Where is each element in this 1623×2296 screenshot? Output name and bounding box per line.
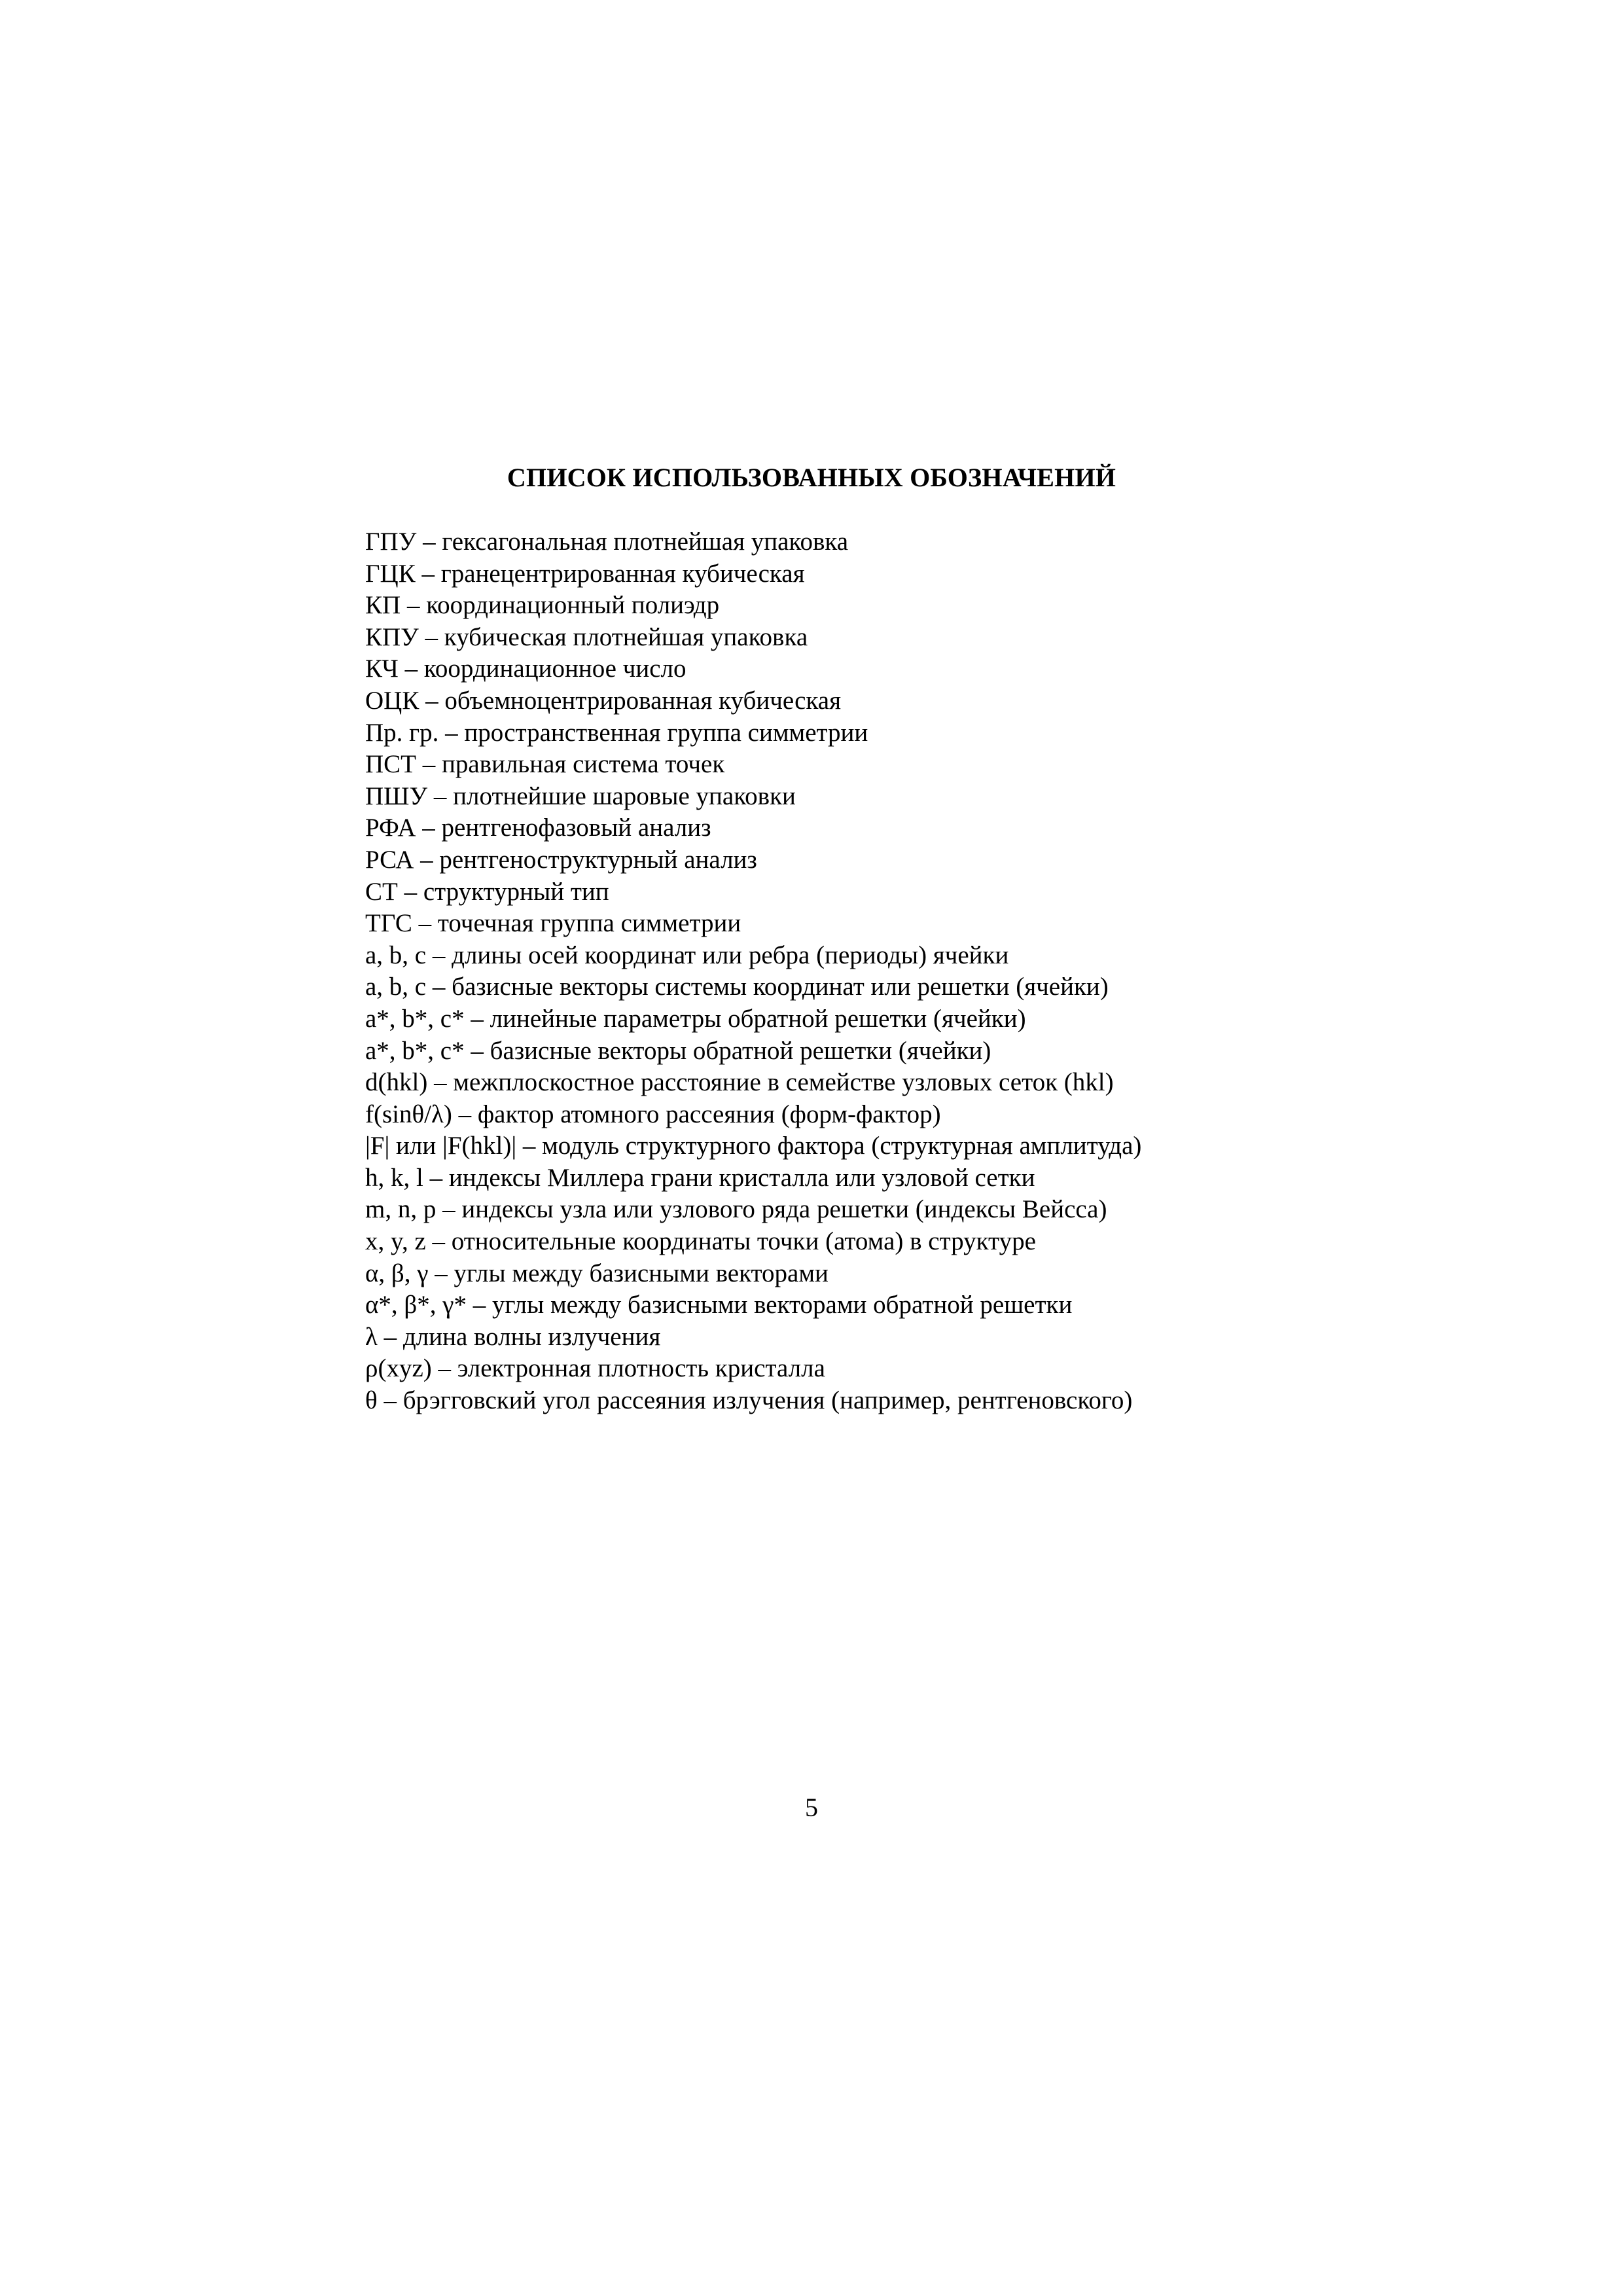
list-item <box>365 1321 1141 1354</box>
entry-term: Пр. гр. <box>365 718 439 747</box>
entry-separator: – <box>464 1036 490 1065</box>
entry-separator: – <box>427 781 454 810</box>
list-item <box>365 908 1141 940</box>
list-item <box>365 622 1141 654</box>
entry-definition: объемноцентрированная кубическая <box>444 686 842 715</box>
entry-separator: – <box>414 845 440 874</box>
entry-definition: относительные координаты точки (атома) в структуре <box>451 1227 1036 1256</box>
entry-term: α*, β*, γ* <box>365 1291 467 1319</box>
entry-term: ПСТ <box>365 750 416 779</box>
entry-separator: – <box>428 1259 454 1287</box>
entry-definition: длины осей координат или ребра (периоды) ячейки <box>452 941 1009 969</box>
entry-separator: – <box>423 1163 449 1192</box>
entry-definition: структурный тип <box>423 877 609 906</box>
entry-term: f(sinθ/λ) <box>365 1100 452 1128</box>
entry-definition: базисные векторы системы координат или решетки (ячейки) <box>452 973 1109 1001</box>
entry-definition: пространственная группа симметрии <box>464 718 868 747</box>
entry-definition: координационный полиэдр <box>426 591 720 620</box>
entry-definition: индексы узла или узлового ряда решетки (индексы Вейсса) <box>461 1195 1107 1224</box>
entry-separator: – <box>464 1004 490 1033</box>
entry-definition: брэгговский угол рассеяния излучения (например, рентгеновского) <box>402 1386 1133 1415</box>
entry-term: λ <box>365 1322 378 1351</box>
entry-definition: электронная плотность кристалла <box>457 1354 825 1383</box>
entry-definition: рентгеноструктурный анализ <box>439 845 757 874</box>
entry-term: КП <box>365 591 401 620</box>
entry-separator: – <box>467 1291 493 1319</box>
entry-separator: – <box>401 591 427 620</box>
entry-separator: – <box>425 1227 452 1256</box>
entry-separator: – <box>398 655 424 683</box>
entry-separator: – <box>377 1386 403 1415</box>
entry-term: x, y, z <box>365 1227 426 1256</box>
page-number: 5 <box>805 1793 818 1822</box>
entry-separator: – <box>426 973 452 1001</box>
entry-separator: – <box>416 528 442 556</box>
entry-separator: – <box>416 814 442 842</box>
entry-separator: – <box>516 1132 543 1160</box>
entry-term: ГЦК <box>365 559 416 588</box>
entry-term: КЧ <box>365 655 399 683</box>
entry-separator: – <box>412 909 438 938</box>
page-title: СПИСОК ИСПОЛЬЗОВАННЫХ ОБОЗНАЧЕНИЙ <box>507 463 1116 492</box>
entry-definition: координационное число <box>423 655 687 683</box>
entry-term: РСА <box>365 845 414 874</box>
list-item <box>365 558 1141 590</box>
list-item <box>365 781 1141 813</box>
entry-term: d(hkl) <box>365 1068 428 1097</box>
list-item <box>365 1289 1141 1321</box>
list-item <box>365 940 1141 972</box>
list-item <box>365 876 1141 908</box>
list-item <box>365 717 1141 749</box>
entry-definition: гексагональная плотнейшая упаковка <box>442 528 849 556</box>
entry-definition: кубическая плотнейшая упаковка <box>444 622 808 651</box>
entry-term: h, k, l <box>365 1163 423 1192</box>
entry-definition: индексы Миллера грани кристалла или узловой сетки <box>448 1163 1035 1192</box>
list-item <box>365 1226 1141 1258</box>
entry-definition: рентгенофазовый анализ <box>441 814 711 842</box>
entry-separator: – <box>436 1195 462 1224</box>
entry-term: КПУ <box>365 622 419 651</box>
entry-definition: длина волны излучения <box>402 1322 661 1351</box>
list-item <box>365 971 1141 1003</box>
abbreviation-list <box>365 526 1141 1417</box>
entry-definition: гранецентрированная кубическая <box>440 559 805 588</box>
list-item <box>365 1194 1141 1226</box>
list-item <box>365 1067 1141 1099</box>
entry-definition: углы между базисными векторами <box>454 1259 829 1287</box>
list-item <box>365 1258 1141 1290</box>
entry-term: |F| или |F(hkl)| <box>365 1132 517 1160</box>
entry-term: a*, b*, c* <box>365 1036 465 1065</box>
list-item <box>365 653 1141 685</box>
entry-separator: – <box>415 559 441 588</box>
list-item <box>365 526 1141 558</box>
entry-definition: фактор атомного рассеяния (форм-фактор) <box>477 1100 941 1128</box>
list-item <box>365 812 1141 844</box>
entry-separator: – <box>431 1354 457 1383</box>
entry-term: a, b, c <box>365 973 427 1001</box>
entry-term: α, β, γ <box>365 1259 429 1287</box>
entry-definition: базисные векторы обратной решетки (ячейки) <box>490 1036 991 1065</box>
list-item <box>365 749 1141 781</box>
entry-term: ОЦК <box>365 686 419 715</box>
entry-separator: – <box>438 718 465 747</box>
entry-separator: – <box>418 622 444 651</box>
entry-separator: – <box>377 1322 403 1351</box>
list-item <box>365 590 1141 622</box>
entry-separator: – <box>416 750 442 779</box>
list-item <box>365 1162 1141 1194</box>
entry-separator: – <box>452 1100 478 1128</box>
entry-term: СТ <box>365 877 398 906</box>
entry-term: ГПУ <box>365 528 417 556</box>
entry-term: ρ(xyz) <box>365 1354 432 1383</box>
entry-separator: – <box>426 941 452 969</box>
entry-term: ПШУ <box>365 781 428 810</box>
entry-separator: – <box>397 877 423 906</box>
list-item <box>365 844 1141 876</box>
entry-separator: – <box>419 686 445 715</box>
entry-definition: точечная группа симметрии <box>437 909 741 938</box>
list-item <box>365 1003 1141 1035</box>
entry-term: a*, b*, c* <box>365 1004 465 1033</box>
entry-definition: углы между базисными векторами обратной решетки <box>492 1291 1073 1319</box>
entry-separator: – <box>427 1068 454 1097</box>
entry-term: РФА <box>365 814 416 842</box>
list-item <box>365 1130 1141 1162</box>
entry-term: ТГС <box>365 909 412 938</box>
entry-definition: правильная система точек <box>442 750 725 779</box>
entry-term: m, n, p <box>365 1195 437 1224</box>
entry-definition: межплоскостное расстояние в семействе узловых сеток (hkl) <box>453 1068 1114 1097</box>
list-item <box>365 1385 1141 1417</box>
entry-definition: модуль структурного фактора (структурная амплитуда) <box>542 1132 1142 1160</box>
list-item <box>365 1099 1141 1131</box>
entry-term: θ <box>365 1386 378 1415</box>
list-item <box>365 685 1141 717</box>
list-item <box>365 1035 1141 1067</box>
entry-term: a, b, c <box>365 941 427 969</box>
list-item <box>365 1353 1141 1385</box>
entry-definition: линейные параметры обратной решетки (ячейки) <box>490 1004 1026 1033</box>
entry-definition: плотнейшие шаровые упаковки <box>453 781 796 810</box>
